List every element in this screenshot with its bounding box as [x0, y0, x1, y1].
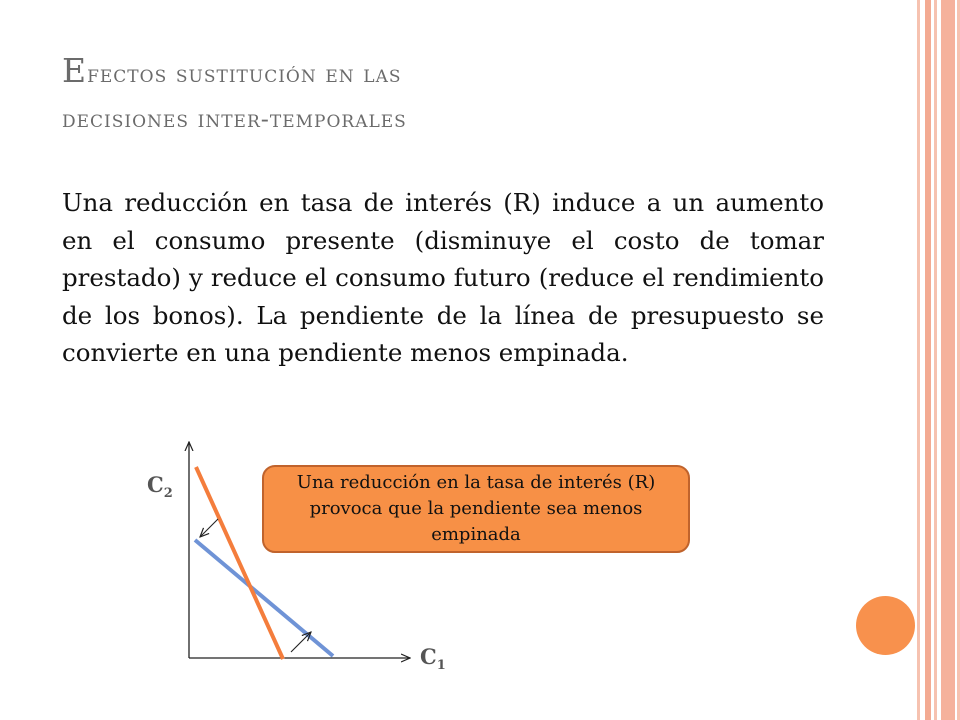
x-axis-label	[420, 644, 446, 673]
decorative-circle	[856, 596, 915, 655]
rotation-arrow-top	[200, 519, 218, 537]
x-axis-label-sub: 1	[436, 658, 446, 674]
callout-box	[262, 465, 690, 553]
title-line-1-text: fectos sustitución en las	[87, 60, 402, 88]
new-budget-line	[195, 540, 333, 656]
y-axis-label	[147, 472, 173, 501]
y-axis-label-letter: C	[147, 472, 164, 497]
title-line-2: decisiones inter-temporales	[62, 105, 407, 133]
x-axis-label-letter: C	[420, 644, 437, 669]
rotation-arrow-bottom	[291, 632, 311, 652]
callout-text: Una reducción en la tasa de interés (R) provoca que la pendiente sea menos empinada	[296, 472, 656, 545]
title-initial: E	[62, 51, 88, 90]
y-axis-label-sub: 2	[163, 486, 173, 502]
body-paragraph: Una reducción en tasa de interés (R) induce a un aumento en el consumo presente (disminuye el costo de tomar prestado) y reduce el consumo futuro (reduce el rendimiento de los bonos). La pendiente de la línea de presupuesto se convierte en una pendiente menos empinada.	[62, 188, 824, 367]
